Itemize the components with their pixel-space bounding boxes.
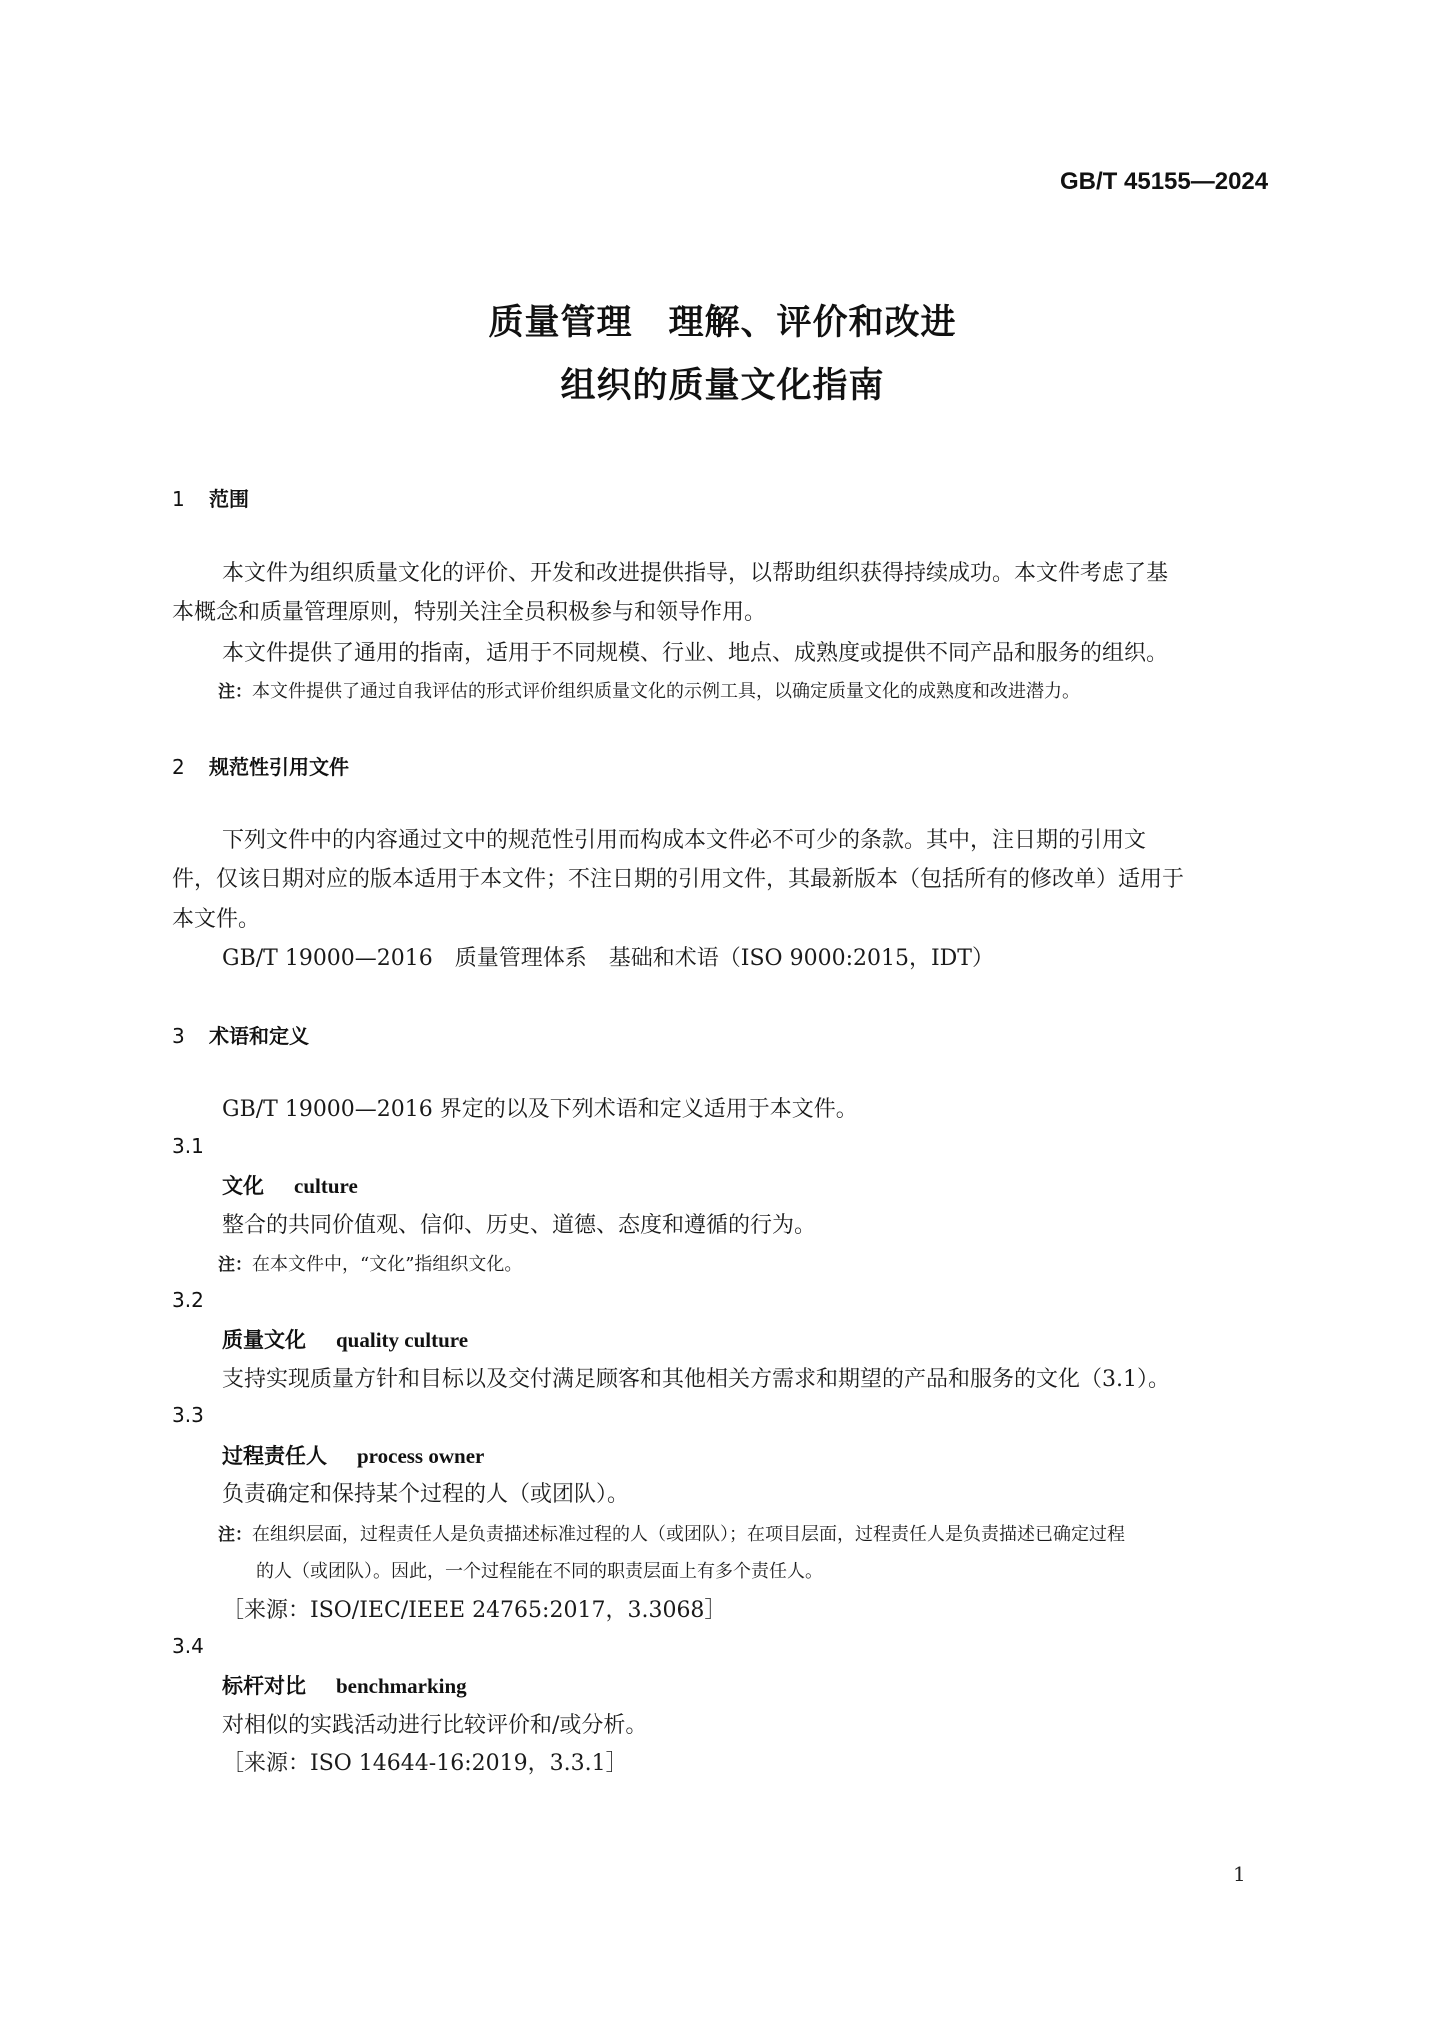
term-note xyxy=(218,1250,522,1276)
section-number: 1 xyxy=(172,487,185,511)
term-name-zh: 质量文化 xyxy=(222,1328,306,1352)
note-text: 在组织层面，过程责任人是负责描述标准过程的人（或团队）；在项目层面，过程责任人是负责描述已确定过程 xyxy=(252,1524,1125,1545)
term-definition: 对相似的实践活动进行比较评价和/或分析。 xyxy=(222,1713,648,1738)
term-name-zh: 标杆对比 xyxy=(222,1674,306,1698)
term-name-en: process owner xyxy=(357,1444,485,1468)
section-1-paragraph-line: 本文件为组织质量文化的评价、开发和改进提供指导，以帮助组织获得持续成功。本文件考虑了基 xyxy=(222,561,1169,586)
section-3-heading xyxy=(172,1020,309,1049)
section-title: 术语和定义 xyxy=(209,1024,309,1048)
term-name-en: benchmarking xyxy=(336,1674,467,1698)
term-note-continuation: 的人（或团队）。因此，一个过程能在不同的职责层面上有多个责任人。 xyxy=(256,1561,823,1582)
term-definition: 支持实现质量方针和目标以及交付满足顾客和其他相关方需求和期望的产品和服务的文化（3.1）。 xyxy=(222,1367,1170,1392)
section-1-paragraph-line: 本概念和质量管理原则，特别关注全员积极参与和领导作用。 xyxy=(172,600,767,625)
term-name xyxy=(222,1324,468,1354)
term-number: 3.1 xyxy=(172,1134,204,1158)
term-definition: 负责确定和保持某个过程的人（或团队）。 xyxy=(222,1482,630,1507)
term-name-zh: 文化 xyxy=(222,1174,264,1198)
section-1-paragraph-line: 本文件提供了通用的指南，适用于不同规模、行业、地点、成熟度或提供不同产品和服务的组织。 xyxy=(222,641,1169,666)
standard-code: GB/T 45155—2024 xyxy=(1060,168,1269,195)
section-title: 规范性引用文件 xyxy=(209,755,349,779)
term-source: ［来源：ISO 14644-16:2019，3.3.1］ xyxy=(222,1751,628,1776)
note-label: 注： xyxy=(218,682,252,702)
term-number: 3.4 xyxy=(172,1634,204,1658)
note-label: 注： xyxy=(218,1525,252,1545)
document-title-line1: 质量管理 理解、评价和改进 xyxy=(488,303,957,343)
note-text: 本文件提供了通过自我评估的形式评价组织质量文化的示例工具，以确定质量文化的成熟度和改进潜力。 xyxy=(252,681,1080,702)
normative-reference: GB/T 19000—2016 质量管理体系 基础和术语（ISO 9000:2015，IDT） xyxy=(222,946,994,971)
term-source: ［来源：ISO/IEC/IEEE 24765:2017，3.3068］ xyxy=(222,1598,727,1623)
term-definition: 整合的共同价值观、信仰、历史、道德、态度和遵循的行为。 xyxy=(222,1213,817,1238)
term-note xyxy=(218,1520,1125,1546)
note-text: 在本文件中，“文化”指组织文化。 xyxy=(252,1254,523,1275)
section-number: 2 xyxy=(172,755,185,779)
section-title: 范围 xyxy=(209,487,249,511)
document-title-line2: 组织的质量文化指南 xyxy=(560,366,885,406)
term-name xyxy=(222,1440,484,1470)
term-name-en: culture xyxy=(294,1174,358,1198)
term-name xyxy=(222,1670,467,1700)
term-name xyxy=(222,1170,358,1200)
section-2-heading xyxy=(172,751,349,780)
note-label: 注： xyxy=(218,1255,252,1275)
term-number: 3.3 xyxy=(172,1403,204,1427)
page-number: 1 xyxy=(1233,1862,1246,1886)
section-2-paragraph-line: 本文件。 xyxy=(172,907,261,932)
section-2-paragraph-line: 件，仅该日期对应的版本适用于本文件；不注日期的引用文件，其最新版本（包括所有的修改单）适用于 xyxy=(172,867,1185,892)
term-name-en: quality culture xyxy=(336,1328,469,1352)
section-1-note xyxy=(218,677,1080,703)
section-3-intro: GB/T 19000—2016 界定的以及下列术语和定义适用于本文件。 xyxy=(222,1097,858,1122)
term-name-zh: 过程责任人 xyxy=(222,1444,327,1468)
term-number: 3.2 xyxy=(172,1288,204,1312)
section-2-paragraph-line: 下列文件中的内容通过文中的规范性引用而构成本文件必不可少的条款。其中，注日期的引用文 xyxy=(222,828,1147,853)
section-number: 3 xyxy=(172,1024,185,1048)
section-1-heading xyxy=(172,483,249,512)
